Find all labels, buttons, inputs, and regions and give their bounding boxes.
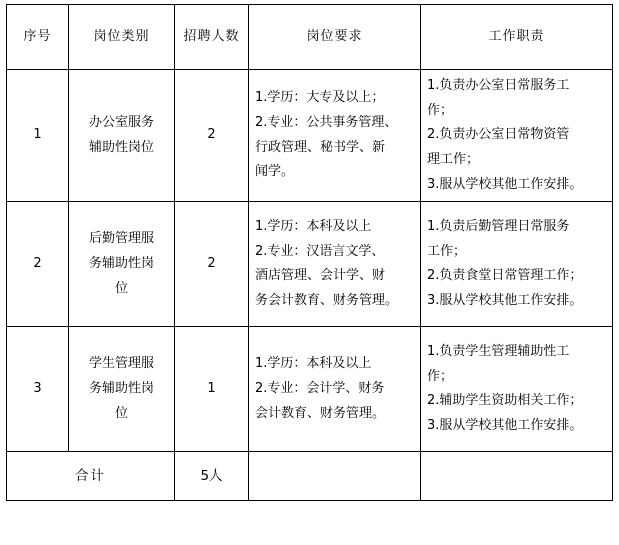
duty-line: 2.负责办公室日常物资管 (427, 127, 570, 143)
category-line: 位 (114, 405, 128, 421)
category-line: 务辅助性岗 (88, 381, 154, 397)
duty-line: 2.辅助学生资助相关工作； (427, 393, 583, 409)
header-row (7, 5, 613, 70)
row-no: 3 (7, 327, 69, 452)
duty-line: 作； (427, 368, 454, 384)
duty-line: 3.服从学校其他工作安排。 (427, 293, 583, 309)
header-cell-requirements: 岗位要求 (249, 5, 421, 70)
total-duties-empty (421, 452, 613, 501)
table-row (7, 202, 613, 327)
duty-line: 3.服从学校其他工作安排。 (427, 176, 583, 192)
row-category (69, 202, 175, 327)
job-positions-table (6, 4, 613, 501)
duty-line: 1.负责学生管理辅助性工 (427, 344, 570, 360)
duty-line: 作； (427, 102, 454, 118)
total-row (7, 452, 613, 501)
row-requirements (249, 327, 421, 452)
requirement-line: 1.学历：本科及以上 (255, 219, 372, 235)
category-line: 办公室服务 (88, 115, 154, 131)
row-no: 1 (7, 70, 69, 202)
total-requirements-empty (249, 452, 421, 501)
header-cell-duties: 工作职责 (421, 5, 613, 70)
duty-line: 理工作； (427, 152, 480, 168)
category-line: 后勤管理服 (88, 231, 154, 247)
row-no: 2 (7, 202, 69, 327)
duty-line: 1.负责后勤管理日常服务 (427, 219, 570, 235)
requirement-line: 会计教育、财务管理。 (255, 405, 386, 421)
duty-line: 2.负责食堂日常管理工作； (427, 268, 583, 284)
requirement-line: 酒店管理、会计学、财 (255, 268, 386, 284)
total-label: 合计 (7, 452, 175, 501)
duty-line: 3.服从学校其他工作安排。 (427, 418, 583, 434)
duty-line: 工作； (427, 243, 467, 259)
requirement-line: 1.学历：大专及以上； (255, 90, 385, 106)
header-cell-no: 序号 (7, 5, 69, 70)
row-requirements (249, 70, 421, 202)
total-count: 5人 (175, 452, 249, 501)
requirement-line: 行政管理、秘书学、新 (255, 139, 386, 155)
row-duties (421, 327, 613, 452)
row-count: 2 (175, 202, 249, 327)
requirement-line: 1.学历：本科及以上 (255, 356, 372, 372)
row-requirements (249, 202, 421, 327)
requirement-line: 2.专业：汉语言文学、 (255, 243, 385, 259)
row-count: 1 (175, 327, 249, 452)
requirement-line: 闻学。 (255, 164, 295, 180)
row-duties (421, 202, 613, 327)
requirement-line: 2.专业：公共事务管理、 (255, 115, 398, 131)
row-category (69, 327, 175, 452)
table-row (7, 70, 613, 202)
duty-line: 1.负责办公室日常服务工 (427, 78, 570, 93)
requirement-line: 务会计教育、财务管理。 (255, 293, 399, 309)
table-header (7, 5, 613, 70)
requirement-line: 2.专业：会计学、财务 (255, 381, 385, 397)
category-line: 辅助性岗位 (88, 139, 154, 155)
row-count: 2 (175, 70, 249, 202)
table-body (7, 70, 613, 501)
category-line: 位 (114, 280, 128, 296)
category-line: 务辅助性岗 (88, 256, 154, 272)
row-category (69, 70, 175, 202)
row-duties (421, 70, 613, 202)
header-cell-category: 岗位类别 (69, 5, 175, 70)
table-row (7, 327, 613, 452)
category-line: 学生管理服 (88, 356, 154, 372)
header-cell-count: 招聘人数 (175, 5, 249, 70)
